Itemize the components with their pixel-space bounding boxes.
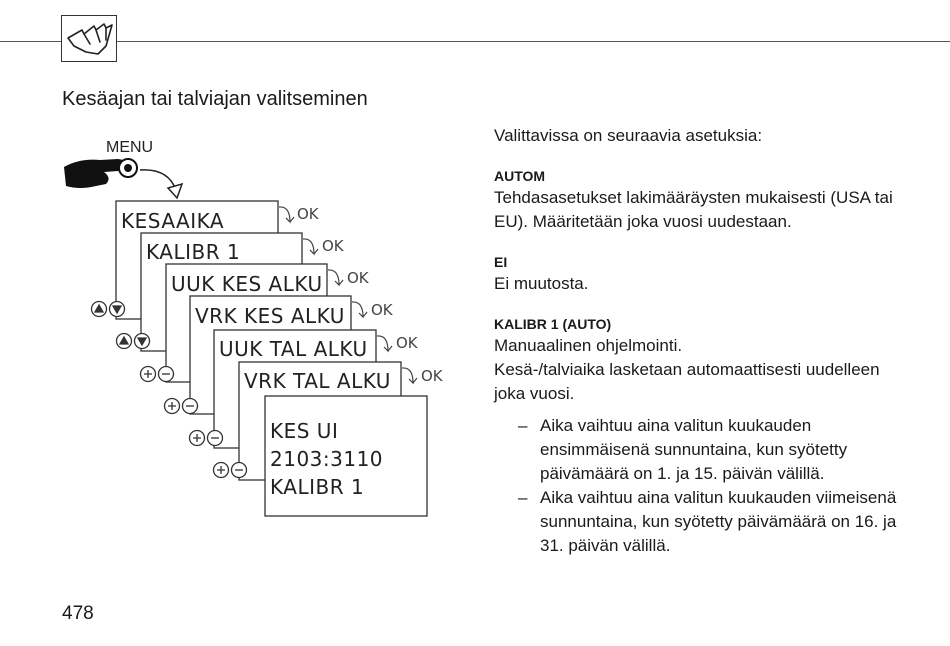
arrow-icon	[140, 170, 182, 198]
lcd-text-5: UUK TAL ALKU	[219, 337, 368, 361]
list-item-text: Aika vaihtuu aina valitun kuukauden ensimmäisenä sunnuntaina, kun syötetty päivämäärä on 1. ja 15. päivän välillä.	[540, 416, 848, 483]
option-label: KALIBR 1 (AUTO)	[494, 316, 612, 332]
ok-arrow-icon	[303, 239, 318, 254]
plus-minus-buttons-4	[214, 463, 247, 478]
option-text: Manuaalinen ohjelmointi.	[494, 336, 683, 355]
option-kalibr	[494, 314, 914, 558]
ok-arrow-icon	[402, 368, 417, 383]
option-label: AUTOM	[494, 168, 546, 184]
intro-text: Valittavissa on seuraavia asetuksia:	[494, 126, 763, 145]
up-down-buttons-1	[92, 302, 125, 317]
ok-label-1: OK	[297, 205, 319, 223]
option-label: EI	[494, 254, 508, 270]
option-text: Kesä-/talviaika lasketaan automaattisesti uudelleen joka vuosi.	[494, 360, 880, 403]
menu-diagram	[0, 0, 480, 560]
option-text: Tehdasasetukset lakimääräysten mukaisesti (USA tai EU). Määritetään joka vuosi uudestaan.	[494, 188, 893, 231]
option-autom	[494, 166, 914, 234]
ok-label-3: OK	[347, 269, 369, 287]
settings-description	[494, 124, 914, 558]
up-down-buttons-2	[117, 334, 150, 349]
plus-minus-buttons-2	[165, 399, 198, 414]
lcd-text-3: UUK KES ALKU	[171, 272, 323, 296]
option-ei	[494, 252, 914, 296]
list-item	[494, 486, 914, 558]
page-number: 478	[62, 603, 94, 624]
list-item	[494, 414, 914, 486]
dash-bullet: –	[518, 416, 528, 435]
dash-bullet: –	[518, 488, 528, 507]
lcd-final-line-3: KALIBR 1	[270, 475, 365, 499]
ok-label-2: OK	[322, 237, 344, 255]
ok-arrow-icon	[279, 207, 294, 222]
ok-label-6: OK	[421, 367, 443, 385]
lcd-text-4: VRK KES ALKU	[195, 304, 345, 328]
lcd-final-line-1: KES UI	[270, 419, 339, 443]
pressing-hand-icon	[64, 159, 137, 188]
lcd-text-1: KESAAIKA	[121, 209, 225, 233]
ok-label-5: OK	[396, 334, 418, 352]
ok-arrow-icon	[377, 336, 392, 351]
ok-arrow-icon	[328, 270, 343, 285]
lcd-final-line-2: 2103:3110	[270, 447, 384, 471]
lcd-text-6: VRK TAL ALKU	[244, 369, 391, 393]
plus-minus-buttons-1	[141, 367, 174, 382]
section-title: Kesäajan tai talviajan valitseminen	[62, 88, 368, 110]
ok-label-4: OK	[371, 301, 393, 319]
list-item-text: Aika vaihtuu aina valitun kuukauden viimeisenä sunnuntaina, kun syötetty päivämäärä on 16. ja 31. päivän välillä.	[540, 488, 897, 555]
plus-minus-buttons-3	[190, 431, 223, 446]
option-text: Ei muutosta.	[494, 274, 589, 293]
lcd-text-2: KALIBR 1	[146, 240, 241, 264]
ok-arrow-icon	[352, 302, 367, 317]
menu-label: MENU	[106, 139, 154, 156]
